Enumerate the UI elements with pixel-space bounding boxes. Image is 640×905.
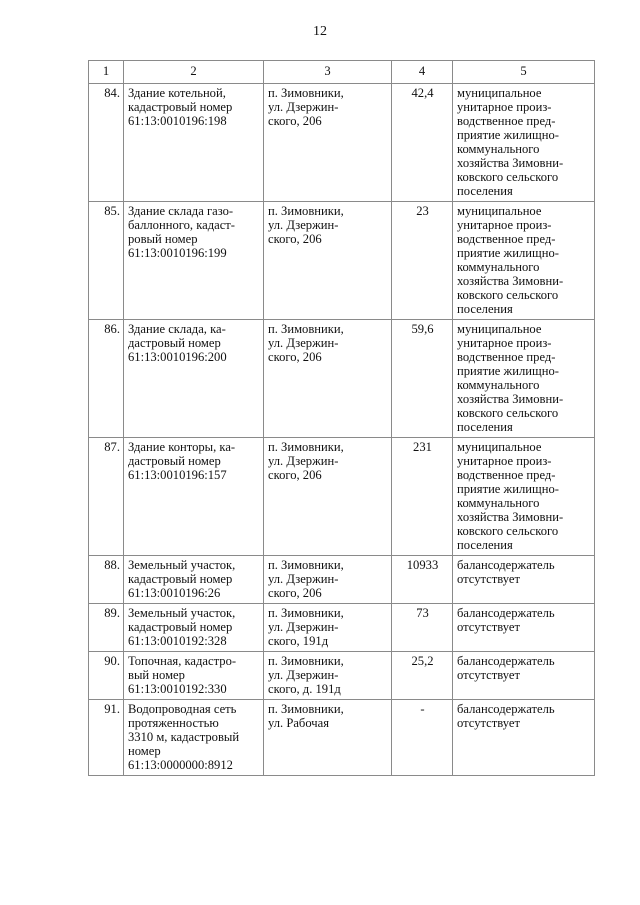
object-address: п. Зимовники, ул. Дзержин- ского, 206: [264, 556, 392, 604]
table-row: [89, 320, 595, 438]
column-header-5: 5: [453, 61, 595, 84]
column-header-2: 2: [124, 61, 264, 84]
balance-holder: муниципальное унитарное произ- водственное пред- приятие жилищно- коммунального хозяйства Зимовни- ковского сельского поселения: [453, 202, 595, 320]
page-number: 12: [313, 24, 327, 39]
object-name: Здание конторы, ка- дастровый номер 61:13:0010196:157: [124, 438, 264, 556]
object-address: п. Зимовники, ул. Рабочая: [264, 700, 392, 776]
object-address: п. Зимовники, ул. Дзержин- ского, 206: [264, 84, 392, 202]
balance-holder: балансодержатель отсутствует: [453, 556, 595, 604]
column-header-4: 4: [392, 61, 453, 84]
object-address: п. Зимовники, ул. Дзержин- ского, д. 191д: [264, 652, 392, 700]
balance-holder: муниципальное унитарное произ- водственное пред- приятие жилищно- коммунального хозяйства Зимовни- ковского сельского поселения: [453, 438, 595, 556]
balance-holder: муниципальное унитарное произ- водственное пред- приятие жилищно- коммунального хозяйства Зимовни- ковского сельского поселения: [453, 320, 595, 438]
object-address: п. Зимовники, ул. Дзержин- ского, 191д: [264, 604, 392, 652]
object-name: Земельный участок, кадастровый номер 61:13:0010192:328: [124, 604, 264, 652]
object-area: 10933: [392, 556, 453, 604]
balance-holder: балансодержатель отсутствует: [453, 604, 595, 652]
column-header-3: 3: [264, 61, 392, 84]
object-area: 25,2: [392, 652, 453, 700]
table-row: [89, 604, 595, 652]
row-number: 89.: [89, 604, 124, 652]
object-name: Топочная, кадастро- вый номер 61:13:0010192:330: [124, 652, 264, 700]
object-address: п. Зимовники, ул. Дзержин- ского, 206: [264, 438, 392, 556]
table-row: [89, 556, 595, 604]
column-header-1: 1: [89, 61, 124, 84]
row-number: 87.: [89, 438, 124, 556]
object-area: 59,6: [392, 320, 453, 438]
object-area: 73: [392, 604, 453, 652]
table-row: [89, 438, 595, 556]
object-area: 23: [392, 202, 453, 320]
balance-holder: балансодержатель отсутствует: [453, 700, 595, 776]
table-row: [89, 652, 595, 700]
row-number: 86.: [89, 320, 124, 438]
property-registry-table: [88, 60, 595, 776]
object-name: Здание склада газо- баллонного, кадаст- ровый номер 61:13:0010196:199: [124, 202, 264, 320]
table-row: [89, 84, 595, 202]
balance-holder: муниципальное унитарное произ- водственное пред- приятие жилищно- коммунального хозяйства Зимовни- ковского сельского поселения: [453, 84, 595, 202]
object-name: Водопроводная сеть протяженностью 3310 м, кадастровый номер 61:13:0000000:8912: [124, 700, 264, 776]
table-row: [89, 700, 595, 776]
object-name: Земельный участок, кадастровый номер 61:13:0010196:26: [124, 556, 264, 604]
row-number: 91.: [89, 700, 124, 776]
object-area: 42,4: [392, 84, 453, 202]
object-name: Здание котельной, кадастровый номер 61:13:0010196:198: [124, 84, 264, 202]
object-area: 231: [392, 438, 453, 556]
balance-holder: балансодержатель отсутствует: [453, 652, 595, 700]
table-header-row: [89, 61, 595, 84]
object-name: Здание склада, ка- дастровый номер 61:13:0010196:200: [124, 320, 264, 438]
row-number: 85.: [89, 202, 124, 320]
row-number: 84.: [89, 84, 124, 202]
table-row: [89, 202, 595, 320]
object-address: п. Зимовники, ул. Дзержин- ского, 206: [264, 320, 392, 438]
row-number: 88.: [89, 556, 124, 604]
object-area: -: [392, 700, 453, 776]
object-address: п. Зимовники, ул. Дзержин- ского, 206: [264, 202, 392, 320]
row-number: 90.: [89, 652, 124, 700]
